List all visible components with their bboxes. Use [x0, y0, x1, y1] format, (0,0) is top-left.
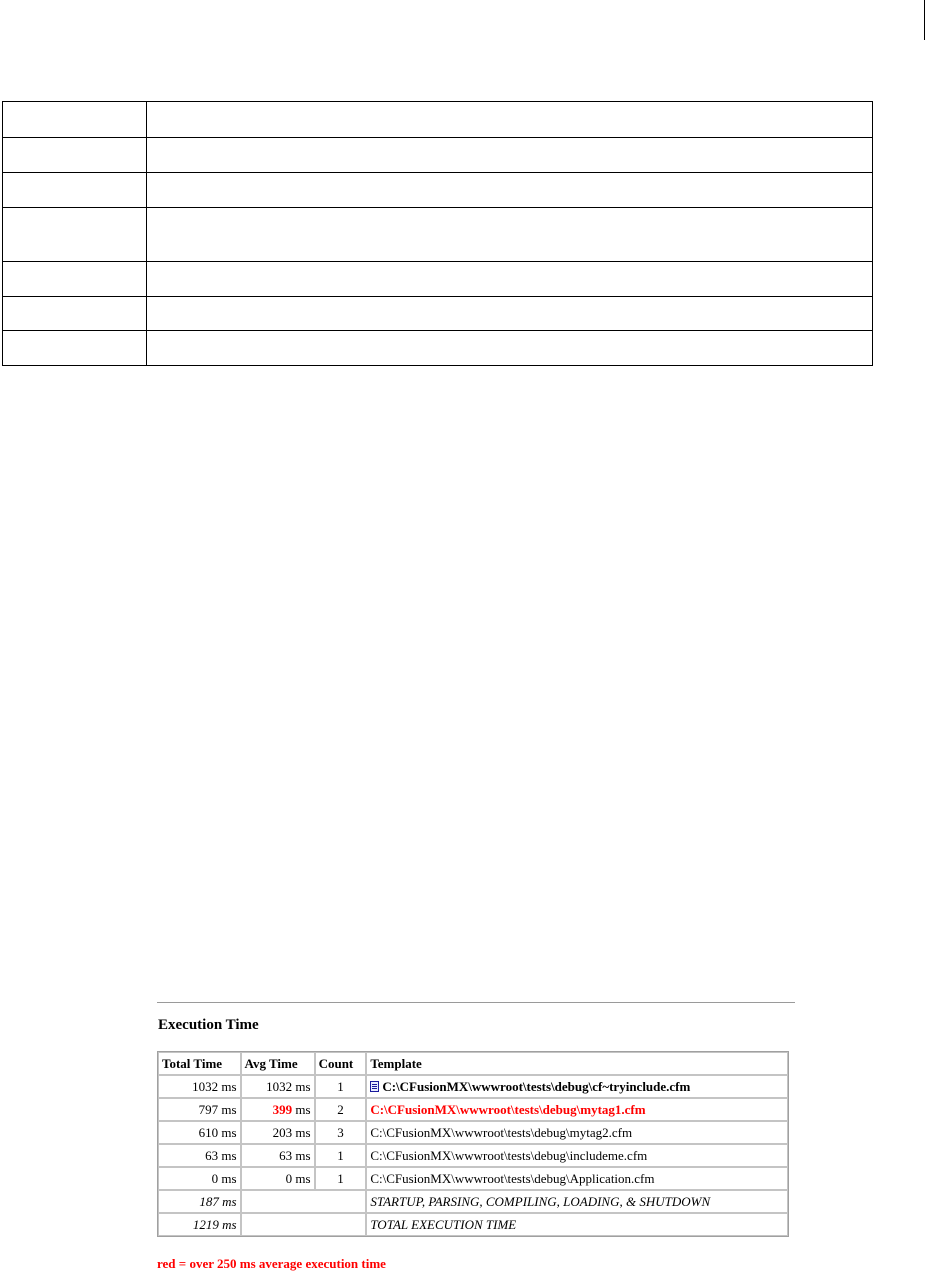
count-cell: 1	[315, 1144, 367, 1167]
count-cell: 2	[315, 1098, 367, 1121]
avg-time-cell	[241, 1075, 315, 1098]
table-row	[158, 1121, 788, 1144]
column-header-count: Count	[315, 1052, 367, 1075]
empty-cell	[147, 102, 873, 138]
avg-time-value: 399	[272, 1102, 293, 1117]
total-time-cell: 610 ms	[158, 1121, 241, 1144]
table-row	[158, 1144, 788, 1167]
template-path: C:\CFusionMX\wwwroot\tests\debug\cf~tryinclude.cfm	[382, 1079, 691, 1094]
avg-time-unit: ms	[292, 1102, 311, 1117]
template-cell: C:\CFusionMX\wwwroot\tests\debug\mytag2.cfm	[366, 1121, 788, 1144]
summary-row	[158, 1190, 788, 1213]
empty-cell	[3, 208, 147, 262]
table-row	[158, 1075, 788, 1098]
column-header-total-time: Total Time	[158, 1052, 241, 1075]
avg-time-unit: ms	[292, 1079, 311, 1094]
empty-cell	[147, 208, 873, 262]
total-time-cell: 1032 ms	[158, 1075, 241, 1098]
execution-time-heading: Execution Time	[158, 1017, 259, 1033]
avg-time-value: 0	[285, 1171, 293, 1186]
execution-time-table	[157, 1051, 789, 1237]
avg-time-unit: ms	[292, 1171, 311, 1186]
avg-time-cell	[241, 1167, 315, 1190]
section-divider	[157, 1002, 795, 1003]
summary-row	[158, 1213, 788, 1236]
table-row	[158, 1167, 788, 1190]
total-time-cell: 797 ms	[158, 1098, 241, 1121]
template-cell: C:\CFusionMX\wwwroot\tests\debug\mytag1.cfm	[366, 1098, 788, 1121]
empty-cell	[241, 1213, 367, 1236]
total-time-cell: 1219 ms	[158, 1213, 241, 1236]
summary-label: STARTUP, PARSING, COMPILING, LOADING, & SHUTDOWN	[366, 1190, 788, 1213]
empty-cell	[241, 1190, 367, 1213]
empty-cell	[3, 331, 147, 366]
avg-time-value: 203	[272, 1125, 293, 1140]
empty-cell	[147, 262, 873, 297]
count-cell: 1	[315, 1167, 367, 1190]
total-time-cell: 0 ms	[158, 1167, 241, 1190]
avg-time-unit: ms	[292, 1148, 311, 1163]
empty-cell	[147, 331, 873, 366]
table-header-row	[158, 1052, 788, 1075]
column-header-avg-time: Avg Time	[241, 1052, 315, 1075]
template-cell: C:\CFusionMX\wwwroot\tests\debug\Application.cfm	[366, 1167, 788, 1190]
count-cell: 1	[315, 1075, 367, 1098]
empty-cell	[147, 297, 873, 331]
total-time-cell: 63 ms	[158, 1144, 241, 1167]
template-cell	[366, 1075, 788, 1098]
execution-time-section	[157, 1002, 795, 1034]
legend-note: red = over 250 ms average execution time	[157, 1256, 386, 1271]
avg-time-value: 1032	[266, 1079, 293, 1094]
empty-cell	[3, 102, 147, 138]
avg-time-unit: ms	[292, 1125, 311, 1140]
empty-cell	[3, 138, 147, 173]
empty-cell	[3, 297, 147, 331]
total-time-cell: 187 ms	[158, 1190, 241, 1213]
avg-time-cell	[241, 1121, 315, 1144]
column-header-template: Template	[366, 1052, 788, 1075]
table-row	[158, 1098, 788, 1121]
avg-time-cell	[241, 1098, 315, 1121]
empty-cell	[3, 173, 147, 208]
empty-cell	[3, 262, 147, 297]
empty-cell	[147, 138, 873, 173]
summary-label: TOTAL EXECUTION TIME	[366, 1213, 788, 1236]
empty-table	[2, 101, 873, 366]
document-icon	[370, 1081, 379, 1092]
count-cell: 3	[315, 1121, 367, 1144]
template-cell: C:\CFusionMX\wwwroot\tests\debug\includeme.cfm	[366, 1144, 788, 1167]
empty-cell	[147, 173, 873, 208]
avg-time-value: 63	[279, 1148, 293, 1163]
avg-time-cell	[241, 1144, 315, 1167]
